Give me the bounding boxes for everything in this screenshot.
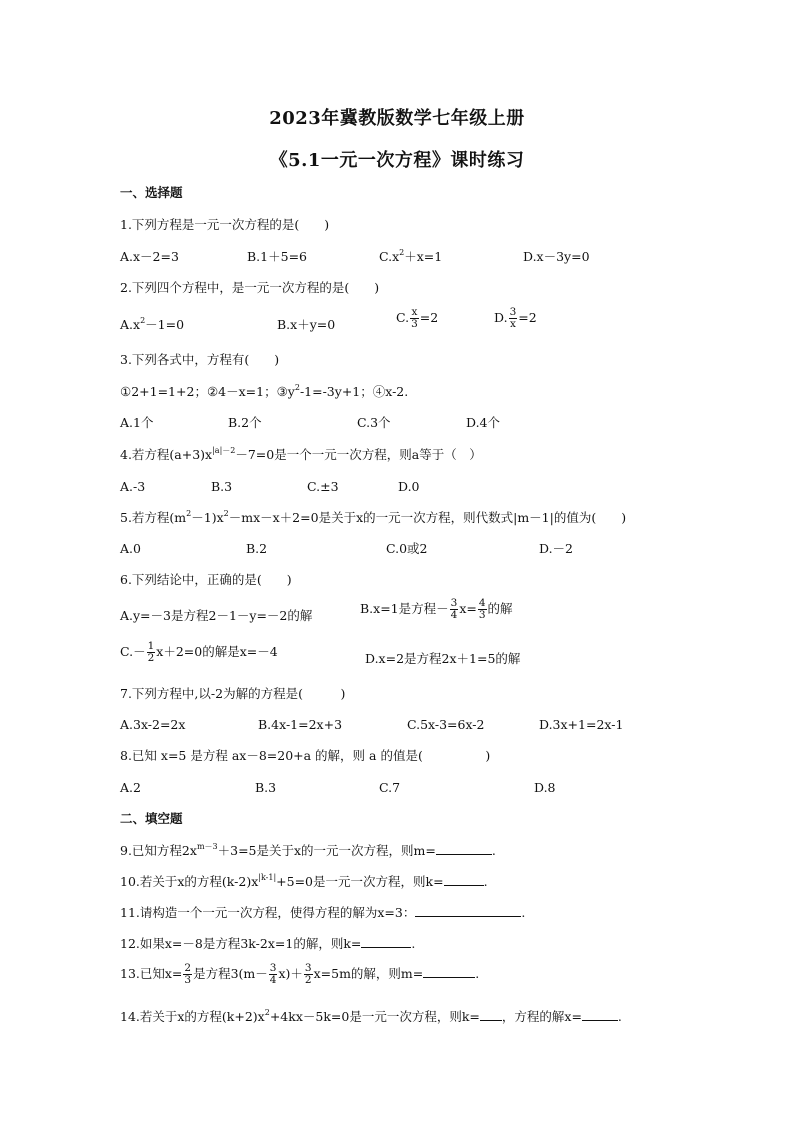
q7-option-c: C.5x-3=6x-2 xyxy=(407,717,485,732)
question-8-stem: 8.已知 x=5 是方程 ax－8=20+a 的解，则 a 的值是( ) xyxy=(120,748,491,763)
q1-option-b: B.1＋5=6 xyxy=(247,249,307,264)
question-12: 12.如果x=－8是方程3k-2x=1的解，则k= . xyxy=(120,936,416,951)
q12-answer-blank[interactable] xyxy=(361,935,411,948)
q1-option-d: D.x－3y=0 xyxy=(523,249,590,264)
q7-option-a: A.3x-2=2x xyxy=(120,717,186,732)
q7-option-b: B.4x-1=2x+3 xyxy=(258,717,343,732)
q14-k-blank[interactable] xyxy=(480,1008,502,1021)
q5-option-b: B.2 xyxy=(246,541,268,556)
q8-option-b: B.3 xyxy=(255,780,277,795)
q4-option-a: A.-3 xyxy=(120,479,146,494)
q4-option-d: D.0 xyxy=(398,479,420,494)
question-14: 14.若关于x的方程$(k+2)x^2+4kx-5k=0$是一元一次方程，则k= ，方程的解x= . xyxy=(120,1007,622,1024)
q4-option-b: B.3 xyxy=(211,479,233,494)
q9-answer-blank[interactable] xyxy=(436,842,492,855)
doc-subtitle: 《5.1一元一次方程》课时练习 xyxy=(269,150,525,171)
q2-option-b: B.x＋y=0 xyxy=(277,317,336,332)
q3-option-a: A.1个 xyxy=(120,415,154,430)
q5-option-a: A.0 xyxy=(120,541,141,556)
question-11: 11.请构造一个一元一次方程，使得方程的解为x=3： . xyxy=(120,905,526,920)
q5-option-c: C.0或2 xyxy=(386,541,428,556)
q7-option-d: D.3x+1=2x-1 xyxy=(539,717,624,732)
q6-option-a: A.y=－3是方程2－1－y=－2的解 xyxy=(120,608,313,623)
q1-option-a: A.x－2=3 xyxy=(120,249,179,264)
q6-option-c: C.－ $\frac{1}{2}$ x＋2=0的解是x=－4 xyxy=(120,640,278,664)
doc-title: 2023年冀教版数学七年级上册 xyxy=(269,108,525,129)
q13-answer-blank[interactable] xyxy=(423,965,475,978)
question-1-stem: 1.下列方程是一元一次方程的是( ) xyxy=(120,217,330,232)
q11-answer-blank[interactable] xyxy=(415,904,521,917)
q1-option-c: $C.x^2+x=1$ xyxy=(379,247,443,264)
question-5-stem: 5.若方程$(m^2-1)x^2-mx-x+2=0$是关于x的一元一次方程，则代数式|m－1|的值为( ) xyxy=(120,508,627,525)
question-7-stem: 7.下列方程中,以-2为解的方程是( ) xyxy=(120,686,346,701)
q2-option-c: C. $\frac{x}{3}$ =2 xyxy=(396,306,439,330)
q3-option-c: C.3个 xyxy=(357,415,391,430)
section-choice-heading: 一、选择题 xyxy=(120,185,183,200)
question-2-stem: 2.下列四个方程中，是一元一次方程的是( ) xyxy=(120,280,380,295)
question-9: 9.已知方程$2x^{m-3}+3=5$是关于x的一元一次方程，则m= . xyxy=(120,841,496,858)
q3-option-d: D.4个 xyxy=(466,415,501,430)
q6-option-b: B.x=1是方程－ $\frac{3}{4}$ x= $\frac{4}{3}$ 的解 xyxy=(360,597,513,621)
q4-option-c: C.±3 xyxy=(307,479,339,494)
question-3-stem: 3.下列各式中，方程有( ) xyxy=(120,352,280,367)
section-fill-heading: 二、填空题 xyxy=(120,811,183,826)
question-4-stem: 4.若方程$(a+3)x^{|a|-2}-7=0$是一个一元一次方程，则a等于（ ） xyxy=(120,445,482,462)
q8-option-c: C.7 xyxy=(379,780,401,795)
q3-option-b: B.2个 xyxy=(228,415,262,430)
q8-option-a: A.2 xyxy=(120,780,141,795)
q3-expressions: ①2+1=1+2；②4－x=1；$③y^2-1=-3y+1$；④x-2. xyxy=(120,382,409,399)
q10-answer-blank[interactable] xyxy=(444,873,484,886)
q6-option-d: D.x=2是方程2x＋1=5的解 xyxy=(365,651,521,666)
q5-option-d: D.－2 xyxy=(539,541,574,556)
question-10: 10.若关于x的方程$(k-2)x^{|k-1|}+5=0$是一元一次方程，则k= . xyxy=(120,872,488,889)
q14-x-blank[interactable] xyxy=(582,1008,618,1021)
question-6-stem: 6.下列结论中，正确的是( ) xyxy=(120,572,292,587)
q2-option-d: D. $\frac{3}{x}$ =2 xyxy=(494,306,537,330)
question-13: 13.已知x= $\frac{2}{3}$ 是方程3(m－ $\frac{3}{4}$ x)＋ $\frac{3}{2}$ x=5m的解，则m= . xyxy=(120,962,480,986)
q2-option-a: $A.x^2-1=0$ xyxy=(120,315,185,332)
q8-option-d: D.8 xyxy=(534,780,556,795)
